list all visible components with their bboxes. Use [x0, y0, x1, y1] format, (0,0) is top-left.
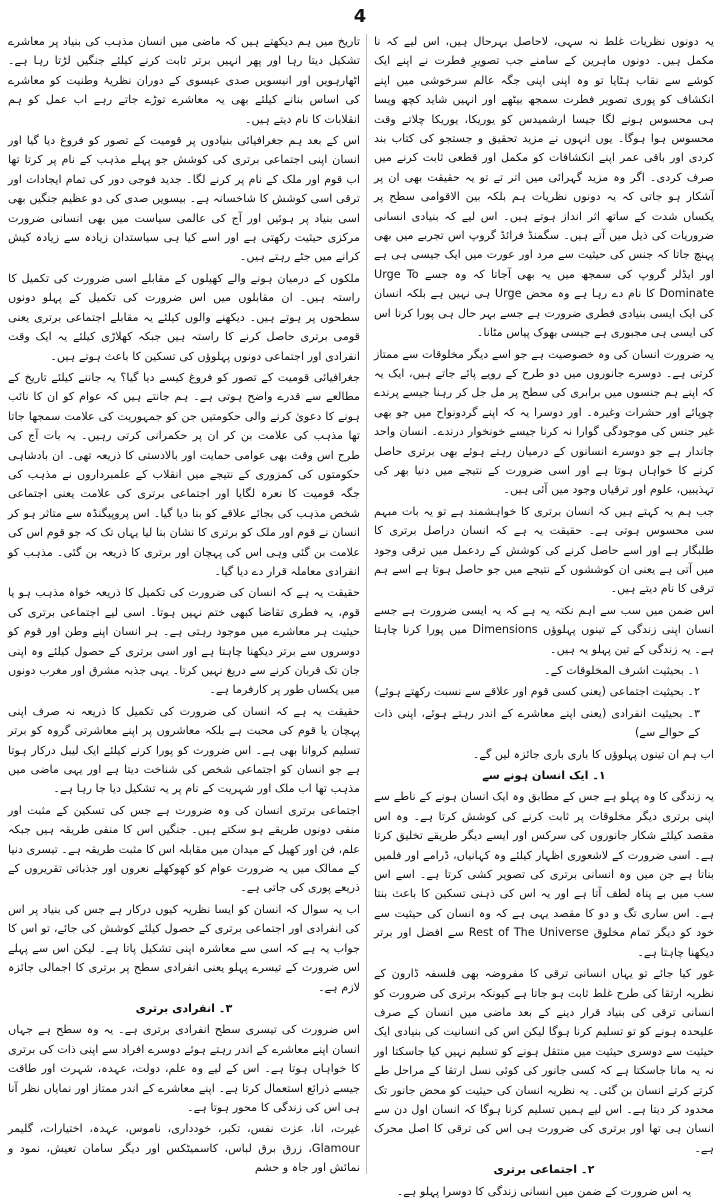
paragraph: غور کیا جائے تو یہاں انسانی ترقی کا مفروضہ بھی فلسفہ ڈارون کے نظریہ ارتقا کی طرح غلط ثابت ہو جاتا ہے کیونکہ برتری کی ضرورت کو انسانی ترقی کی بنیاد قرار دینے کے بعد ماضی میں انسان کے صرف علیحدہ ہونے کو تو تسلیم کرنا ہوگا لیکن اس کی انسانیت کی بنیادی ایک حیثیت سے دوسری حیثیت میں منتقل ہونے کو تسلیم نہیں کیا جاسکتا اور نہ یہ مانا جاسکتا ہے کہ کسی جانور کی کوئی نسل ارتقا کے مراحل طے کرتے کرتے انسان بن گئی۔ یہ نظریہ انسان کی حیثیت کو محض جانور تک محدود کر دیتا ہے۔ اس لیے ہمیں تسلیم کرنا ہوگا کہ انسان اول دن سے انسان ہی تھا اور برتری کی ضرورت ہی اس کی ترقی کا اصل محرک ہے۔ — [374, 967, 714, 1155]
paragraph: اجتماعی برتری انسان کی وہ ضرورت ہے جس کی تسکین کے مثبت اور منفی دونوں طریقے ہو سکتے ہیں۔ جنگیں اس کا منفی طریقہ ہیں جبکہ علم، فن اور کھیل کے میدان میں مقابلہ اس کا مثبت طریقہ ہے۔ تیسری دنیا کے ممالک میں یہ ضرورت عوام کو کھوکھلے نعروں اور جذباتی تقریروں کے ذریعے پوری کی جاتی ہے۔ — [8, 803, 360, 895]
paragraph: اب یہ سوال کہ انسان کو ایسا نظریہ کیوں درکار ہے جس کی بنیاد پر اس کی انفرادی اور اجتماعی برتری کے حصول کیلئے کوشش کی جائے، تو اس کا جواب یہ ہے کہ اسی سے معاشرہ اپنی تشکیل پاتا ہے۔ لیکن اس سے پہلے اس ضرورت کے تیسرے پہلو یعنی انفرادی سطح پر برتری کا اجمالی جائزہ لازم ہے۔ — [8, 902, 360, 994]
list-item: ۱۔ بحیثیت اشرف المخلوقات کے۔ — [544, 664, 700, 677]
page-number: 4 — [353, 6, 367, 27]
section-heading: ۱۔ ایک انسان ہونے سے — [482, 769, 606, 783]
paragraph: ملکوں کے درمیان ہونے والے کھیلوں کے مقابلے اسی ضرورت کی تکمیل کا راستہ ہیں۔ ان مقابلوں میں اس ضرورت کی تکمیل کے پہلو دونوں سطحوں پر ہوتے ہیں۔ دیکھنے والوں کیلئے یہ مقابلے اجتماعی برتری یعنی قومی برتری حاصل کرنے کا راستہ ہیں جبکہ کھلاڑی کیلئے یہ ایک وقت انفرادی اور اجتماعی دونوں پہلوؤں کی تسکین کا باعث ہوتے ہیں۔ — [8, 271, 360, 363]
latin-term: Dimensions — [472, 623, 538, 637]
paragraph: حقیقت یہ ہے کہ انسان کی ضرورت کی تکمیل کا ذریعہ خواہ مذہب ہو یا قوم، یہ فطری تقاضا کبھی ختم نہیں ہوتا۔ اسی لیے اجتماعی برتری کی حیثیت ہر معاشرے میں موجود رہتی ہے۔ ہر انسان اپنے وطن اور قوم کو دوسروں سے برتر دیکھنا چاہتا ہے اور اسی برتری کے حصول کیلئے وہ اپنی جان تک قربان کرنے سے دریغ نہیں کرتا۔ یہی جذبہ مشرق اور مغرب دونوں میں یکساں طور پر کارفرما ہے۔ — [8, 586, 360, 697]
latin-term: Rest of The Universe — [468, 926, 589, 940]
paragraph: جب ہم یہ کہتے ہیں کہ انسان برتری کا خواہشمند ہے تو یہ بات مبہم سی محسوس ہوتی ہے۔ حقیقت یہ ہے کہ انسان دراصل برتری کا طلبگار ہے اور اسے حاصل کرنے کی کوشش کے ردعمل میں ترقی وجود میں آتی ہے یعنی ان کوششوں کے نتیجے میں جو حاصل ہوتا ہے اسے ہم ترقی کا نام دیتے ہیں۔ — [374, 504, 714, 596]
paragraph: یہ دونوں نظریات غلط نہ سہی، لاحاصل بہرحال ہیں، اس لیے کہ نا مکمل ہیں۔ دونوں ماہرین کے سامنے جب تصویرِ فطرت نے اپنے ایک کوشے سے نقاب ہٹایا تو وہ اپنی اپنی جگہ عالم سرخوشی میں اپنے انکشاف کو پوری تصویر فطرت سمجھ بیٹھے اور انہیں شاید کچھ ویسا ہی محسوس ہونے لگا جیسا ارشمیدس کو یوریکا، یوریکا چلاتے وقت محسوس ہوا ہوگا۔ یوں انہوں نے مزید تحقیق و جستجو کی کتاب بند کردی اور باقی عمر اپنے انکشافات کو مکمل اور قطعی ثابت کرنے میں صرف کردی۔ اگر وہ مزید گہرائی میں اتر تے تو یہ حقیقت بھی ان پر آشکار ہو جاتی کہ یہ دونوں نظریات ہم بلکہ بین الاقوامی سطح پر یکساں شدت کے ساتھ اثر انداز ہوتے ہیں۔ اس لیے کہ بنیادی انسانی ضروریات کی ذیل میں آتے ہیں۔ سگمنڈ فرائڈ گروپ اس تجربے میں بھی پہنچ جاتا کہ جنس کی حیثیت سے مرد اور عورت میں ایک جیسی ہی ہے اور ایڈلر گروپ کی سمجھ میں یہ بھی آجاتا کہ وہ جسے Urge To Dominate کا نام دے رہا ہے وہ محض Urge ہی نہیں ہے بلکہ انسان کی ایک ایسی بنیادی فطری ضرورت ہے جسے بہر حال ہی پورا کرنا اس کی ایسی ہی مجبوری ہے جیسی بھوک پیاس مٹانا۔ — [374, 35, 714, 340]
section-heading: ۳۔ انفرادی برتری — [135, 1001, 233, 1015]
paragraph: اس ضمن میں سب سے اہم نکتہ یہ ہے کہ یہ ایسی ضرورت ہے جسے انسان اپنی زندگی کے تینوں پہلوؤں Dimensions میں پورا کرنا چاہتا ہے۔ یہ زندگی کے تین پہلو یہ ہیں۔ — [374, 603, 714, 656]
latin-term: Urge — [494, 287, 522, 301]
paragraph: یہ اس ضرورت کے ضمن میں انسانی زندگی کا دوسرا پہلو ہے۔ — [396, 1184, 692, 1198]
list-item: ۲۔ بحیثیت اجتماعی (یعنی کسی قوم اور علاقے سے نسبت رکھتے ہوئے) — [374, 685, 700, 699]
paragraph: تاریخ میں ہم دیکھتے ہیں کہ ماضی میں انسان مذہب کی بنیاد پر معاشرے تشکیل دیتا رہا اور پھر انہیں برتر ثابت کرنے کیلئے جنگیں لڑتا رہا ہے۔ اٹھارہویں اور انیسویں صدی عیسوی کے دوران نظریۂ وطنیت کو معاشرے کی اساس بنانے کیلئے بھی یہ معاشرے توڑے جاتے رہے اب عمل کو ہم انقلابات کا نام دیتے ہیں۔ — [8, 35, 360, 126]
latin-term: Urge To Dominate — [374, 267, 714, 301]
column-divider — [366, 34, 367, 1174]
paragraph: اس ضرورت کی تیسری سطح انفرادی برتری ہے۔ یہ وہ سطح ہے جہاں انسان اپنے معاشرے کے اندر رہتے ہوئے دوسرے افراد سے اپنی ذات کی برتری کا خواہاں ہوتا ہے۔ اس کے لیے وہ علم، دولت، عہدہ، شہرت اور طاقت جیسے ذرائع استعمال کرتا ہے۔ اپنے معاشرے کے اندر ممتاز اور نمایاں نظر آنا ہی اس کی زندگی کا محور ہوتا ہے۔ — [8, 1023, 360, 1114]
list-item: ۳۔ بحیثیت انفرادی (یعنی اپنے معاشرے کے اندر رہتے ہوئے، اپنی ذات کے حوالے سے) — [374, 706, 700, 740]
right-column — [374, 32, 714, 1198]
section-heading: ۲۔ اجتماعی برتری — [493, 1163, 595, 1177]
paragraph: اب ہم ان تینوں پہلوؤں کا باری باری جائزہ لیں گے۔ — [472, 747, 714, 761]
paragraph: اس کے بعد ہم جغرافیائی بنیادوں پر قومیت کے تصور کو فروغ دیا گیا اور انسان اپنی اجتماعی برتری کی کوشش جو پہلے مذہب کے نام پر کرتا تھا اب قوم اور ملک کے نام پر کرنے لگا۔ جدید فوجی دور کی تمام ایجادات اور ترقی اسی کوشش کا شاخسانہ ہے۔ بیسویں صدی کی دو عظیم جنگیں بھی اسی بنیاد پر ہوئیں اور آج کی عالمی سیاست میں بھی انسانی ضرورت مرکزی حیثیت رکھتی ہے اور اسے کیا ہی سیاستدان زیادہ سے زیادہ کیش کرانے میں جٹے رہتے ہیں۔ — [8, 134, 360, 264]
left-column — [8, 32, 360, 1176]
latin-term: Glamour — [311, 1141, 360, 1155]
paragraph: غیرت، انا، عزت نفس، تکبر، خودداری، ناموس، عہدہ، اختیارات، گلیمر Glamour، زرق برق لباس، کاسمیٹکس اور دیگر سامان تعیش، نمود و نمائش اور جاہ و حشم — [8, 1122, 360, 1175]
paragraph: حقیقت یہ ہے کہ انسان کی ضرورت کی تکمیل کا ذریعہ نہ صرف اپنی پہچان یا قوم کی محبت ہے بلکہ معاشروں پر اپنے معاشرتی گروہ کو برتر تسلیم کروانا بھی ہے۔ اس ضرورت کو پورا کرنے کیلئے ایک لیبل درکار ہوتا ہے جو انسان کو اجتماعی شخص کی شناخت دیتا ہے اور یہی ماضی میں مذہب تھا اب ملک اور شہریت کے نام پر یہ تشکیل دیا جا رہا ہے۔ — [8, 704, 360, 796]
paragraph: جغرافیائی قومیت کے تصور کو فروغ کیسے دیا گیا؟ یہ جاننے کیلئے تاریخ کے مطالعے سے قدرے واضح ہوتی ہے۔ ہم جانتے ہیں کہ عوام کو ان کا نائب ہونے کا دعویٰ کرنے والی حکومتیں جن کو جمہوریت کی علامت سمجھا جاتا تھا مذہب کی علامت بن کر ان پر حکمرانی کرتی رہیں۔ یہ بات آج کی طرح اس وقت بھی عوامی حمایت اور بالادستی کا ذریعہ تھی۔ ان بادشاہی حکومتوں کی کمزوری کے نتیجے میں انقلاب کے علمبرداروں نے مذہب کی جگہ قومیت کا نعرہ لگایا اور اجتماعی برتری کی علامت یعنی اجتماعی شخص مذہب کی بجائے علاقے کو بنا دیا گیا۔ اس پروپیگنڈہ سے متاثر ہو کر انسان نے قوم اور ملک کو برتری کا نشان بنا لیا یہاں تک کہ جو قوم اس کی علامت بن گئی وہی اس کی پہچان اور برتری کا ذریعہ بن گئی۔ مذہب کو انفرادی معاملہ قرار دے دیا گیا۔ — [8, 370, 360, 578]
paragraph: یہ ضرورت انسان کی وہ خصوصیت ہے جو اسے دیگر مخلوقات سے ممتاز کرتی ہے۔ دوسرے جانوروں میں دو طرح کے رویے پائے جاتے ہیں، ایک یہ کہ اپنے ہم جنسوں میں برابری کی سطح پر مل جل کر رہنا جیسے پرندے چوپائے اور حشرات وغیرہ۔ اور دوسرا یہ کہ اپنے گردونواح میں جو بھی غیر جنس کی موجودگی گوارا نہ کرنا جیسے خونخوار درندے۔ انسان واحد جاندار ہے جو دوسرے انسانوں کے درمیان رہتے ہوئے بھی برتری حاصل کرنے کا خواہاں ہوتا ہے اور اسی ضرورت کے نتیجے میں دنیا بھر کی تہذیبیں، علوم اور ترقیاں وجود میں آئی ہیں۔ — [374, 347, 714, 497]
paragraph: یہ زندگی کا وہ پہلو ہے جس کے مطابق وہ ایک انسان ہونے کے ناطے سے اپنی برتری دیگر مخلوقات پر ثابت کرنے کی کوشش کرتا ہے۔ وہ اس مقصد کیلئے شکار جانوروں کی سرکس اور ایسے دیگر طریقے تخلیق کرتا ہے۔ اسی ضرورت کے لاشعوری اظہار کیلئے وہ کہانیاں، ڈرامے اور فلمیں بناتا ہے جن میں وہ انسانی برتری کی تصویر کشی کرتا ہے۔ اسے اس سب میں بے پناہ لطف آتا ہے اور یہ اس کی ذہنی تسکین کا باعث بنتا ہے۔ اس ساری تگ و دو کا مقصد یہی ہے کہ وہ انسان کی حیثیت سے خود کو دیگر تمام مخلوق Rest of The Universe سے افضل اور برتر دیکھنا چاہتا ہے۔ — [374, 790, 714, 959]
